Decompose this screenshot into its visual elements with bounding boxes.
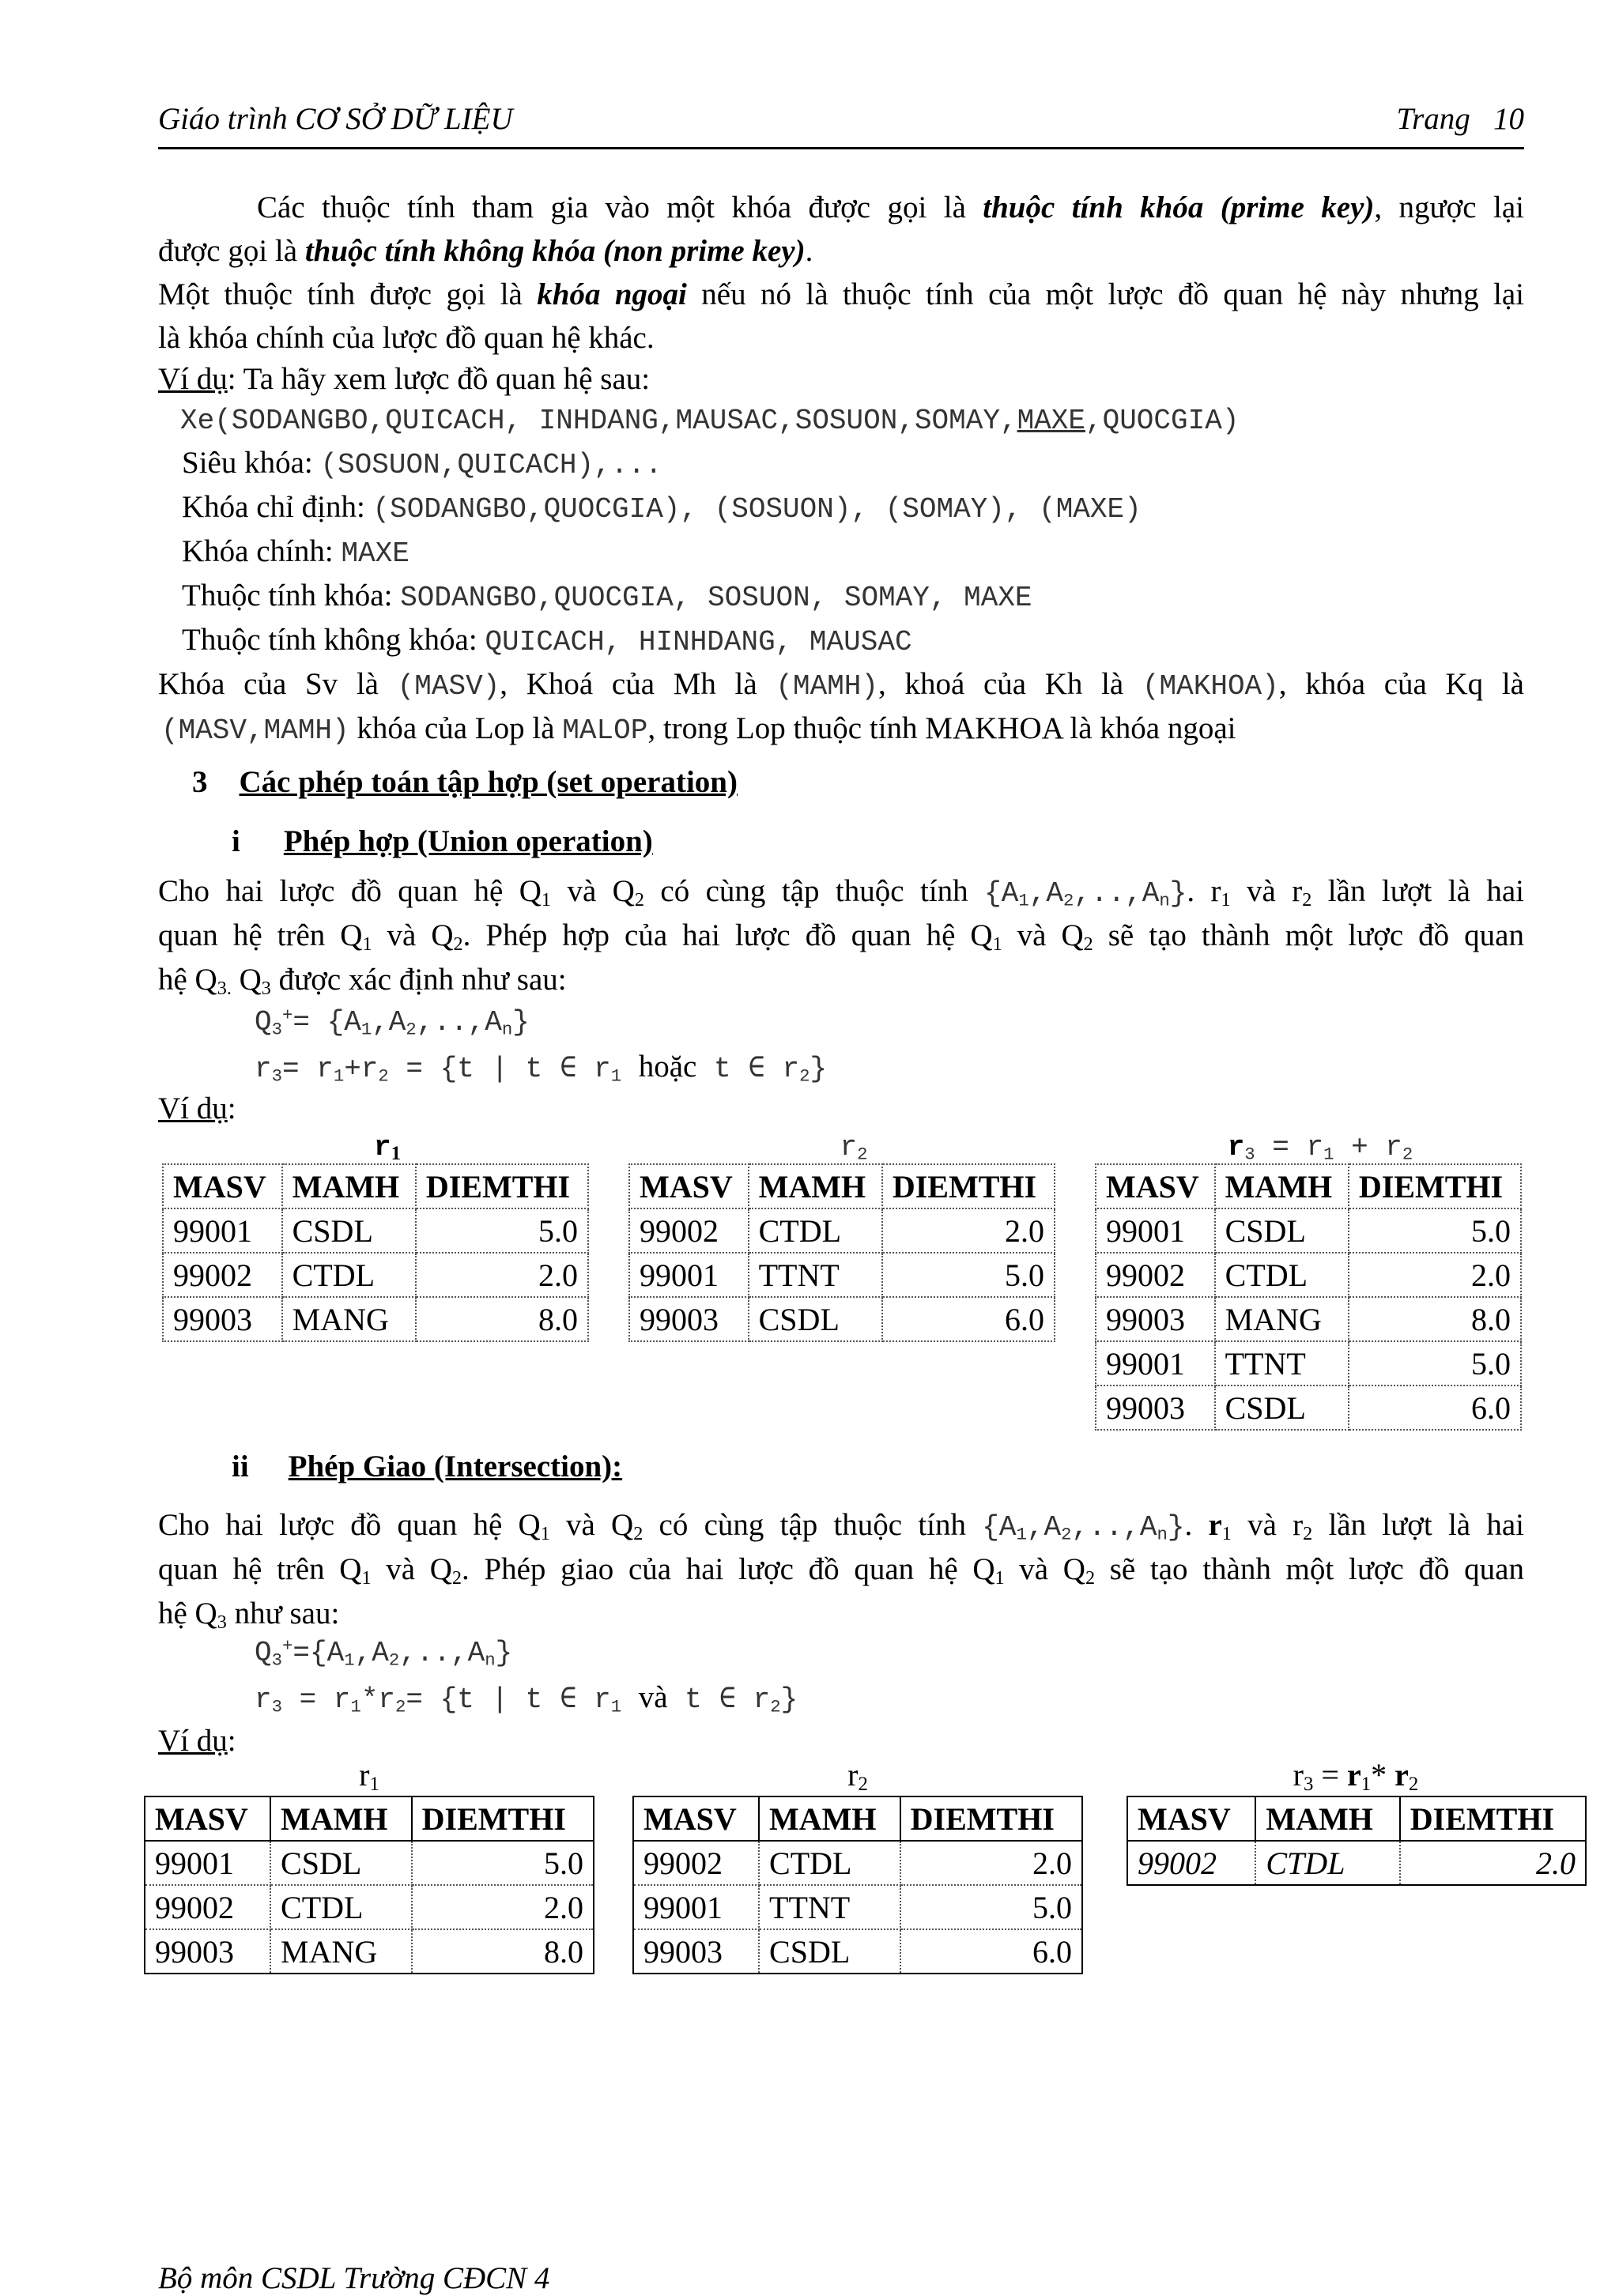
- text: và Q: [549, 1508, 634, 1542]
- table-header-row: [633, 1796, 1082, 1841]
- text: và r: [1231, 1508, 1304, 1542]
- column-header: MASV: [629, 1164, 749, 1208]
- table-cell: CTDL: [749, 1208, 882, 1253]
- value: (SODANGBO,QUOCGIA), (SOSUON), (SOMAY), (MAXE): [372, 493, 1142, 526]
- text: , ngược lại: [1374, 190, 1524, 224]
- table-cell: 99002: [145, 1885, 270, 1929]
- column-header: MASV: [145, 1796, 270, 1841]
- table-row: [629, 1297, 1055, 1341]
- value: SODANGBO,QUOCGIA, SOSUON, SOMAY, MAXE: [400, 582, 1032, 614]
- table-cell: CSDL: [1215, 1208, 1349, 1253]
- schema-text: Xe(SODANGBO,QUICACH, INHDANG,MAUSAC,SOSUON,SOMAY,: [180, 405, 1017, 437]
- paragraph-prime-key-line2: [158, 229, 1524, 273]
- keys-line1: [158, 662, 1524, 709]
- subsection-title: Phép hợp (Union operation): [283, 824, 653, 858]
- table-cell: 8.0: [416, 1297, 588, 1341]
- text: và Q: [371, 1552, 452, 1586]
- text: Q: [231, 963, 262, 997]
- table-r2-union: [628, 1163, 1055, 1342]
- table-cell: CTDL: [1215, 1253, 1349, 1297]
- table-cell: 5.0: [882, 1253, 1055, 1297]
- table-cell: CSDL: [282, 1208, 416, 1253]
- text: , trong Lop thuộc tính MAKHOA là khóa ngoại: [647, 711, 1236, 745]
- table-r1-intersection: [144, 1796, 594, 1974]
- page-number: Trang 10: [1396, 102, 1524, 136]
- text: nếu nó là thuộc tính của một lược đồ quan hệ này nhưng lại: [686, 277, 1524, 311]
- table-r2-intersection: [632, 1796, 1083, 1974]
- term-non-prime-key: thuộc tính không khóa (non prime key): [304, 234, 806, 268]
- paragraph-prime-key-line1: [158, 186, 1524, 230]
- text: , Khoá của Mh là: [500, 667, 776, 701]
- column-header: MASV: [1096, 1164, 1215, 1208]
- table-cell: 99001: [145, 1841, 270, 1885]
- text: có cùng tập thuộc tính: [643, 1508, 983, 1542]
- column-header: DIEMTHI: [1349, 1164, 1521, 1208]
- primary-key-line: [182, 530, 1524, 576]
- label: Khóa chỉ định:: [182, 490, 373, 524]
- text: . Phép giao của hai lược đồ quan hệ Q: [462, 1552, 995, 1586]
- table-cell: 99001: [629, 1253, 749, 1297]
- column-header: MAMH: [282, 1164, 416, 1208]
- subsection-number: i: [232, 824, 240, 858]
- table-header-row: [629, 1164, 1055, 1208]
- example-label: Ví dụ: [158, 1724, 228, 1758]
- table-cell: CTDL: [270, 1885, 412, 1929]
- table-row: [1096, 1297, 1521, 1341]
- label: Thuộc tính khóa:: [182, 579, 401, 613]
- table-cell: CSDL: [759, 1929, 900, 1974]
- column-header: MAMH: [749, 1164, 882, 1208]
- intersection-heading: [232, 1445, 1524, 1489]
- column-header: DIEMTHI: [412, 1796, 594, 1841]
- table-cell: 99002: [163, 1253, 282, 1297]
- text: quan hệ trên Q: [158, 918, 363, 952]
- table-cell: 5.0: [416, 1208, 588, 1253]
- table-row: [629, 1253, 1055, 1297]
- table-cell: 8.0: [1349, 1297, 1521, 1341]
- table-row: [1096, 1341, 1521, 1386]
- table-row: [163, 1297, 588, 1341]
- table-cell: TTNT: [759, 1885, 900, 1929]
- table-cell: 99003: [1096, 1386, 1215, 1430]
- table-row: [629, 1208, 1055, 1253]
- table-row: [1096, 1208, 1521, 1253]
- page-footer: Bộ môn CSDL Trường CĐCN 4: [158, 2261, 550, 2295]
- keys-line2: [161, 707, 1524, 753]
- label: Siêu khóa:: [182, 446, 321, 480]
- caption-r1: $r_1$: [373, 1131, 401, 1165]
- table-cell: CTDL: [1255, 1841, 1399, 1885]
- union-formula-attrs: $Q_3^+= \{A_1,A_2,..,A_n\}$: [255, 1005, 530, 1040]
- schema-primary-key: MAXE: [1017, 405, 1085, 437]
- table-cell: 5.0: [412, 1841, 594, 1885]
- term-foreign-key: khóa ngoại: [537, 277, 687, 311]
- schema-xe: [180, 397, 1524, 443]
- table-cell: 2.0: [1400, 1841, 1586, 1885]
- table-row: [1096, 1386, 1521, 1430]
- text: hoặc: [638, 1050, 697, 1084]
- table-cell: 99003: [145, 1929, 270, 1974]
- super-key-line: [182, 441, 1524, 488]
- label: Khóa chính:: [182, 534, 342, 568]
- union-para-line3: hệ $Q_{3.}$ $Q_3$ được xác định như sau:: [158, 963, 567, 1000]
- union-formula-set: $r_3= r_1+r_2 = \{t$ | t ∈ $r_1$ hoặc t ∈ $r_2$}: [255, 1050, 828, 1087]
- table-row: [163, 1208, 588, 1253]
- document-title: Giáo trình CƠ SỞ DỮ LIỆU: [158, 102, 513, 136]
- table-cell: 99002: [633, 1841, 759, 1885]
- paragraph-foreign-key-line2: là khóa chính của lược đồ quan hệ khác.: [158, 321, 655, 355]
- table-row: [163, 1253, 588, 1297]
- subsection-title: Phép Giao (Intersection):: [288, 1450, 623, 1484]
- caption-r2-inter: $r_2$: [847, 1757, 868, 1796]
- intersection-formula-set: $r_3 = r_1*r_2= \{t$ | t ∈ $r_1$ và t ∈ $r_2$}: [255, 1680, 798, 1717]
- section-3-heading: [192, 760, 1524, 805]
- text: .: [805, 234, 813, 268]
- label: Thuộc tính không khóa:: [182, 623, 485, 657]
- value: (SOSUON,QUICACH),...: [320, 449, 662, 481]
- key: (MASV): [397, 670, 500, 703]
- text: . r: [1187, 874, 1221, 908]
- union-para-line1: Cho hai lược đồ quan hệ $Q_1$ và $Q_2$ có cùng tập thuộc tính $\{A_1,A_2,..,A_n\}$. $r_1$ và $r_2$ lần lượt là hai: [158, 874, 1524, 911]
- table-cell: 99002: [629, 1208, 749, 1253]
- intersection-formula-attrs: $Q_3^+=\{A_1,A_2,..,A_n\}$: [255, 1635, 513, 1671]
- text: . Phép hợp của hai lược đồ quan hệ Q: [462, 918, 993, 952]
- table-cell: 99003: [1096, 1297, 1215, 1341]
- table-cell: 99001: [633, 1885, 759, 1929]
- column-header: DIEMTHI: [882, 1164, 1055, 1208]
- text: r: [1208, 1508, 1222, 1542]
- example-label: Ví dụ: [158, 1091, 228, 1125]
- column-header: DIEMTHI: [416, 1164, 588, 1208]
- text: quan hệ trên Q: [158, 1552, 362, 1586]
- table-row: [145, 1841, 594, 1885]
- union-example-label: Ví dụ:: [158, 1091, 236, 1125]
- text: và Q: [1004, 1552, 1085, 1586]
- text: sẽ tạo thành một lược đồ quan: [1095, 1552, 1524, 1586]
- table-cell: TTNT: [749, 1253, 882, 1297]
- text: và Q: [1002, 918, 1084, 952]
- key: MALOP: [562, 714, 648, 747]
- table-cell: 99003: [633, 1929, 759, 1974]
- column-header: MAMH: [759, 1796, 900, 1841]
- term-prime-key: thuộc tính khóa (prime key): [983, 190, 1375, 224]
- table-cell: 5.0: [1349, 1208, 1521, 1253]
- union-heading: [232, 820, 1524, 864]
- key: (MAKHOA): [1142, 670, 1279, 703]
- table-cell: TTNT: [1215, 1341, 1349, 1386]
- text: có cùng tập thuộc tính: [643, 874, 985, 908]
- column-header: DIEMTHI: [900, 1796, 1082, 1841]
- intersection-para-line3: hệ $Q_3$ như sau:: [158, 1597, 340, 1634]
- key: (MASV,MAMH): [161, 714, 349, 747]
- table-cell: MANG: [1215, 1297, 1349, 1341]
- table-cell: 99002: [1096, 1253, 1215, 1297]
- text: được gọi là: [158, 234, 305, 268]
- text: , khoá của Kh là: [878, 667, 1142, 701]
- caption-r2: $r_2$: [840, 1131, 868, 1165]
- column-header: MASV: [163, 1164, 282, 1208]
- section-title: Các phép toán tập hợp (set operation): [239, 765, 738, 799]
- text: : Ta hãy xem lược đồ quan hệ sau:: [227, 362, 651, 396]
- table-row: [633, 1841, 1082, 1885]
- paragraph-foreign-key-line1: [158, 273, 1524, 317]
- table-r3-union: [1095, 1163, 1522, 1431]
- table-cell: 99002: [1127, 1841, 1255, 1885]
- table-cell: 2.0: [416, 1253, 588, 1297]
- table-row: [145, 1929, 594, 1974]
- table-header-row: [163, 1164, 588, 1208]
- text: Khóa của Sv là: [158, 667, 398, 701]
- intersection-para-line1: Cho hai lược đồ quan hệ $Q_1$ và $Q_2$ có cùng tập thuộc tính $\{A_1,A_2,..,A_n\}$. $r_1$ và $r_2$ lần lượt là hai: [158, 1508, 1524, 1545]
- table-cell: 8.0: [412, 1929, 594, 1974]
- text: hệ Q: [158, 963, 217, 997]
- table-cell: 99003: [629, 1297, 749, 1341]
- text: khóa của Lop là: [349, 711, 563, 745]
- column-header: MASV: [633, 1796, 759, 1841]
- example-label: Ví dụ: [158, 362, 228, 396]
- intersection-para-line2: quan hệ trên $Q_1$ và $Q_2$. Phép giao của hai lược đồ quan hệ $Q_1$ và $Q_2$ sẽ tạo thành một lược đồ quan: [158, 1552, 1524, 1589]
- non-prime-attributes-line: [182, 618, 1524, 665]
- column-header: MAMH: [270, 1796, 412, 1841]
- column-header: MAMH: [1255, 1796, 1399, 1841]
- text: và Q: [551, 874, 635, 908]
- column-header: DIEMTHI: [1400, 1796, 1586, 1841]
- table-cell: CSDL: [1215, 1386, 1349, 1430]
- text: Các thuộc tính tham gia vào một khóa được gọi là: [257, 190, 983, 224]
- text: được xác định như sau:: [270, 963, 567, 997]
- table-cell: 2.0: [900, 1841, 1082, 1885]
- text: lần lượt là hai: [1311, 874, 1524, 908]
- text: hệ Q: [158, 1597, 217, 1631]
- table-row: [633, 1885, 1082, 1929]
- table-cell: 99001: [163, 1208, 282, 1253]
- table-cell: 5.0: [900, 1885, 1082, 1929]
- caption-r3-inter: $r_3 = r_1*$ $r_2$: [1293, 1757, 1419, 1796]
- text: sẽ tạo thành một lược đồ quan: [1093, 918, 1524, 952]
- text: lần lượt là hai: [1312, 1508, 1524, 1542]
- page-header: [158, 101, 1524, 137]
- column-header: MASV: [1127, 1796, 1255, 1841]
- table-cell: 2.0: [882, 1208, 1055, 1253]
- table-cell: CTDL: [282, 1253, 416, 1297]
- value: MAXE: [341, 537, 409, 570]
- table-row: [145, 1885, 594, 1929]
- column-header: MAMH: [1215, 1164, 1349, 1208]
- table-cell: 6.0: [1349, 1386, 1521, 1430]
- table-cell: MANG: [282, 1297, 416, 1341]
- caption-r3-union: $r_3 = r_1 + r_2$: [1227, 1131, 1413, 1165]
- text: và r: [1230, 874, 1303, 908]
- subsection-number: ii: [232, 1450, 249, 1484]
- union-para-line2: quan hệ trên $Q_1$ và $Q_2$. Phép hợp của hai lược đồ quan hệ $Q_1$ và $Q_2$ sẽ tạo thành một lược đồ quan: [158, 918, 1524, 956]
- caption-r1-inter: $r_1$: [359, 1757, 379, 1796]
- table-cell: CTDL: [759, 1841, 900, 1885]
- text: và Q: [372, 918, 454, 952]
- table-row: [633, 1929, 1082, 1974]
- table-cell: CSDL: [749, 1297, 882, 1341]
- table-header-row: [1096, 1164, 1521, 1208]
- text: như sau:: [226, 1597, 340, 1631]
- table-header-row: [145, 1796, 594, 1841]
- table-cell: 2.0: [1349, 1253, 1521, 1297]
- table-r1-union: [162, 1163, 589, 1342]
- table-r3-intersection: [1127, 1796, 1587, 1886]
- text: , khóa của Kq là: [1278, 667, 1524, 701]
- table-cell: 5.0: [1349, 1341, 1521, 1386]
- table-cell: 2.0: [412, 1885, 594, 1929]
- table-cell: MANG: [270, 1929, 412, 1974]
- value: QUICACH, HINHDANG, MAUSAC: [485, 626, 912, 658]
- header-rule: [158, 147, 1524, 149]
- table-cell: 99003: [163, 1297, 282, 1341]
- prime-attributes-line: [182, 574, 1524, 620]
- text: Cho hai lược đồ quan hệ Q: [158, 874, 542, 908]
- table-cell: 99001: [1096, 1341, 1215, 1386]
- table-row: [1127, 1841, 1586, 1885]
- example-intro: [158, 357, 1524, 402]
- text: và: [638, 1680, 668, 1714]
- intersection-example-label: Ví dụ:: [158, 1724, 236, 1758]
- candidate-key-line: [182, 485, 1524, 532]
- key: (MAMH): [776, 670, 879, 703]
- text: Cho hai lược đồ quan hệ Q: [158, 1508, 541, 1542]
- text: .: [1184, 1508, 1209, 1542]
- text: Một thuộc tính được gọi là: [158, 277, 538, 311]
- section-number: 3: [192, 765, 208, 799]
- table-cell: 99001: [1096, 1208, 1215, 1253]
- table-row: [1096, 1253, 1521, 1297]
- table-cell: CSDL: [270, 1841, 412, 1885]
- table-header-row: [1127, 1796, 1586, 1841]
- schema-text: ,QUOCGIA): [1085, 405, 1240, 437]
- table-cell: 6.0: [882, 1297, 1055, 1341]
- table-cell: 6.0: [900, 1929, 1082, 1974]
